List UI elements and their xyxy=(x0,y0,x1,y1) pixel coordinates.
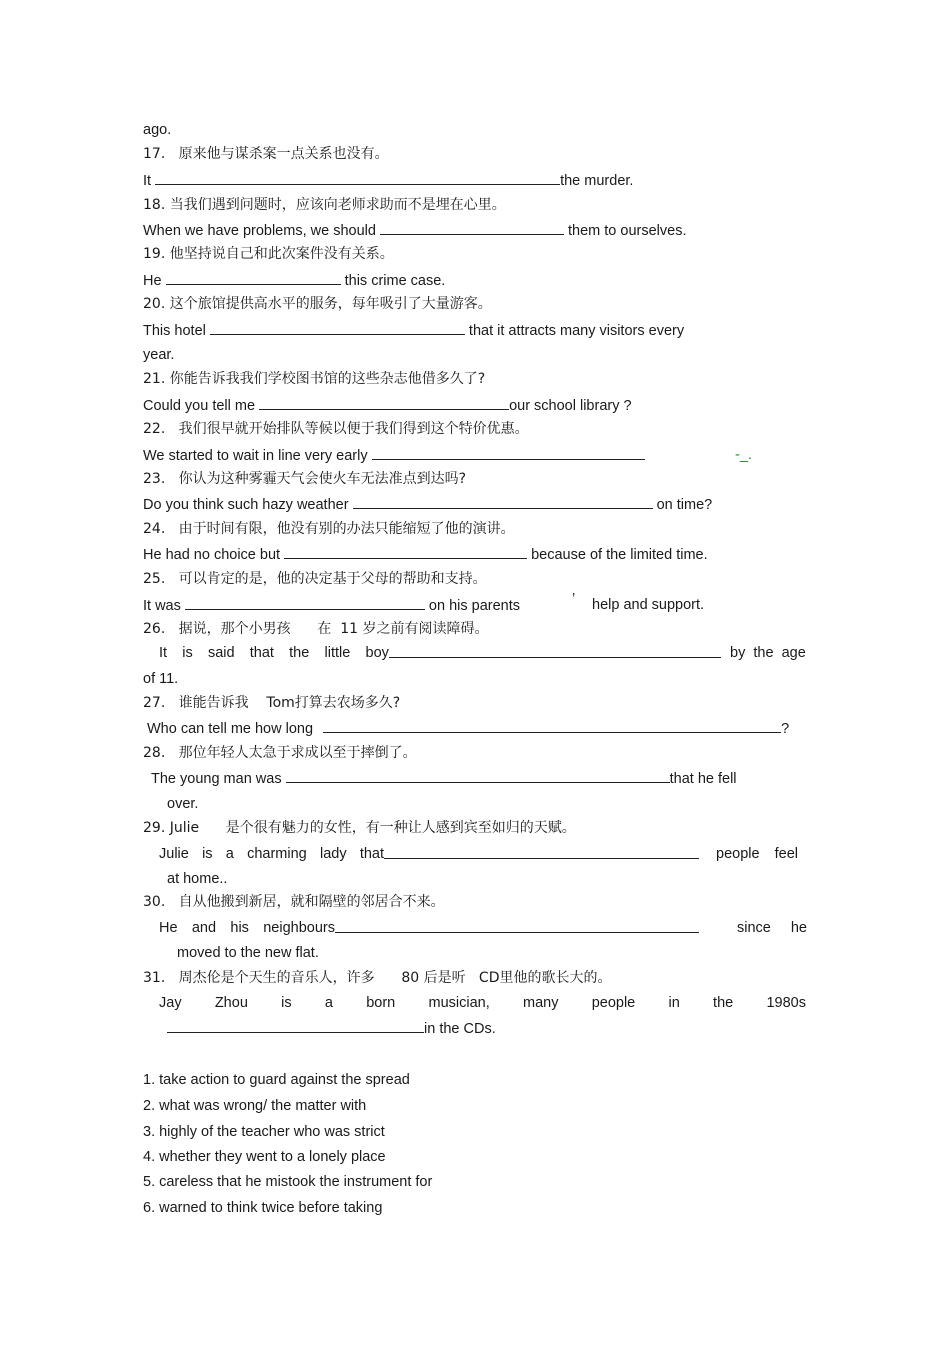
q26-chinese: 26. 据说，那个小男孩 在 11 岁之前有阅读障碍。 xyxy=(143,621,489,637)
q22-mark: -_. xyxy=(735,447,752,463)
answer-blank xyxy=(185,596,425,610)
text: in the CDs. xyxy=(424,1021,496,1037)
q29-english-cont: at home.. xyxy=(167,871,228,887)
text: The young man was xyxy=(151,771,286,787)
q25-english-end: help and support. xyxy=(592,597,705,613)
text: He xyxy=(143,273,166,289)
answer-blank xyxy=(353,495,653,509)
answer-blank xyxy=(284,545,527,559)
text: When we have problems, we should xyxy=(143,223,380,239)
word: in xyxy=(668,995,680,1011)
word: born xyxy=(366,995,396,1011)
q29-english-end xyxy=(716,845,798,863)
text: It was xyxy=(143,598,185,614)
q26-english-blank xyxy=(389,644,721,663)
text: It xyxy=(143,173,156,189)
text: This hotel xyxy=(143,323,210,339)
answer-item: 1. take action to guard against the spread xyxy=(143,1072,410,1088)
answer-blank xyxy=(335,919,699,933)
q19-chinese: 19. 他坚持说自己和此次案件没有关系。 xyxy=(143,246,394,262)
text: on time? xyxy=(652,497,713,513)
text: this crime case. xyxy=(340,273,446,289)
word: Jay xyxy=(159,995,182,1011)
q31-chinese: 31. 周杰伦是个天生的音乐人，许多 80 后是听 CD里他的歌长大的。 xyxy=(143,970,612,986)
q30-english-end xyxy=(737,919,807,937)
word: he xyxy=(790,920,807,936)
q22-chinese: 22. 我们很早就开始排队等候以便于我们得到这个特价优惠。 xyxy=(143,421,529,437)
text: on his parents xyxy=(424,598,521,614)
text: our school library ? xyxy=(509,398,632,414)
q26-english-cont: of 11. xyxy=(143,671,179,687)
answer-blank xyxy=(167,1019,424,1033)
text: that he fell xyxy=(669,771,737,787)
word: little xyxy=(324,645,351,661)
q29-chinese: 29. Julie 是个很有魅力的女性，有一种让人感到宾至如归的天赋。 xyxy=(143,820,576,836)
word: charming xyxy=(247,846,307,862)
text: We started to wait in line very early xyxy=(143,448,372,464)
q29-english-blank xyxy=(384,845,699,864)
answer-blank xyxy=(372,446,645,460)
q31-english-cont xyxy=(167,1019,496,1038)
q18-english xyxy=(143,221,686,240)
answer-blank xyxy=(323,719,781,733)
word: 1980s xyxy=(766,995,806,1011)
q28-english-cont: over. xyxy=(167,796,199,812)
word: said xyxy=(207,645,235,661)
word: people xyxy=(591,995,636,1011)
q17-english xyxy=(143,171,633,190)
text: ? xyxy=(781,721,790,737)
word: feel xyxy=(774,846,798,862)
answer-item: 4. whether they went to a lonely place xyxy=(143,1149,386,1165)
q27-chinese: 27. 谁能告诉我 Tom打算去农场多久? xyxy=(143,695,401,711)
word: is xyxy=(182,645,193,661)
q29-english-words xyxy=(159,845,384,863)
q23-chinese: 23. 你认为这种雾霾天气会使火车无法准点到达吗? xyxy=(143,471,467,487)
word: that xyxy=(249,645,274,661)
word: is xyxy=(202,846,213,862)
text: He had no choice but xyxy=(143,547,285,563)
word: Julie xyxy=(159,846,189,862)
word: a xyxy=(324,995,333,1011)
text: Do you think such hazy weather xyxy=(143,497,353,513)
answer-blank xyxy=(380,221,564,235)
q19-english xyxy=(143,271,445,290)
q28-english xyxy=(151,769,737,788)
q17-chinese: 17. 原来他与谋杀案一点关系也没有。 xyxy=(143,146,389,162)
word: boy xyxy=(365,645,389,661)
answer-item: 5. careless that he mistook the instrument for xyxy=(143,1174,433,1190)
word: since xyxy=(737,920,771,936)
answer-blank xyxy=(389,644,721,658)
answer-blank xyxy=(384,845,699,859)
text: Who can tell me how long xyxy=(147,721,318,737)
q25-apostrophe: ’ xyxy=(572,591,576,607)
q30-english-cont: moved to the new flat. xyxy=(177,945,319,961)
q30-chinese: 30. 自从他搬到新居，就和隔壁的邻居合不来。 xyxy=(143,894,445,910)
q24-english xyxy=(143,545,708,564)
word: Zhou xyxy=(214,995,248,1011)
answer-blank xyxy=(155,171,560,185)
q24-chinese: 24. 由于时间有限，他没有别的办法只能缩短了他的演讲。 xyxy=(143,521,515,537)
word: the xyxy=(713,995,734,1011)
q23-english xyxy=(143,495,712,514)
text: because of the limited time. xyxy=(527,547,708,563)
line-ago: ago. xyxy=(143,122,172,138)
answer-blank xyxy=(259,396,509,410)
text: Could you tell me xyxy=(143,398,260,414)
word: It xyxy=(159,645,168,661)
answer-blank xyxy=(210,321,465,335)
word: He xyxy=(159,920,178,936)
q26-english-words xyxy=(159,644,389,662)
word: his xyxy=(230,920,249,936)
q22-english xyxy=(143,446,645,465)
word: and xyxy=(191,920,217,936)
word: people xyxy=(716,846,760,862)
q26-english-end: by the age xyxy=(730,645,806,661)
q25-english xyxy=(143,596,520,615)
q25-chinese: 25. 可以肯定的是，他的决定基于父母的帮助和支持。 xyxy=(143,571,487,587)
word: that xyxy=(359,846,384,862)
word: musician, xyxy=(428,995,490,1011)
word: the xyxy=(289,645,310,661)
word: a xyxy=(225,846,234,862)
answer-blank xyxy=(166,271,341,285)
q31-english-words xyxy=(159,994,806,1012)
q20-english-cont: year. xyxy=(143,347,175,363)
word: neighbours xyxy=(263,920,335,936)
q30-english-blank xyxy=(335,919,699,938)
answer-item: 2. what was wrong/ the matter with xyxy=(143,1098,367,1114)
answer-item: 6. warned to think twice before taking xyxy=(143,1200,383,1216)
q21-english xyxy=(143,396,632,415)
q21-chinese: 21. 你能告诉我我们学校图书馆的这些杂志他借多久了? xyxy=(143,371,486,387)
text: that it attracts many visitors every xyxy=(464,323,685,339)
q18-chinese: 18. 当我们遇到问题时，应该向老师求助而不是埋在心里。 xyxy=(143,197,506,213)
word: many xyxy=(522,995,559,1011)
q30-english-words xyxy=(159,919,335,937)
word: is xyxy=(281,995,292,1011)
q20-chinese: 20. 这个旅馆提供高水平的服务，每年吸引了大量游客。 xyxy=(143,296,492,312)
text: them to ourselves. xyxy=(563,223,687,239)
q27-english xyxy=(147,719,789,738)
answer-item: 3. highly of the teacher who was strict xyxy=(143,1124,385,1140)
q28-chinese: 28. 那位年轻人太急于求成以至于摔倒了。 xyxy=(143,745,417,761)
answer-blank xyxy=(286,769,670,783)
text: the murder. xyxy=(560,173,634,189)
q20-english xyxy=(143,321,684,340)
word: lady xyxy=(319,846,347,862)
